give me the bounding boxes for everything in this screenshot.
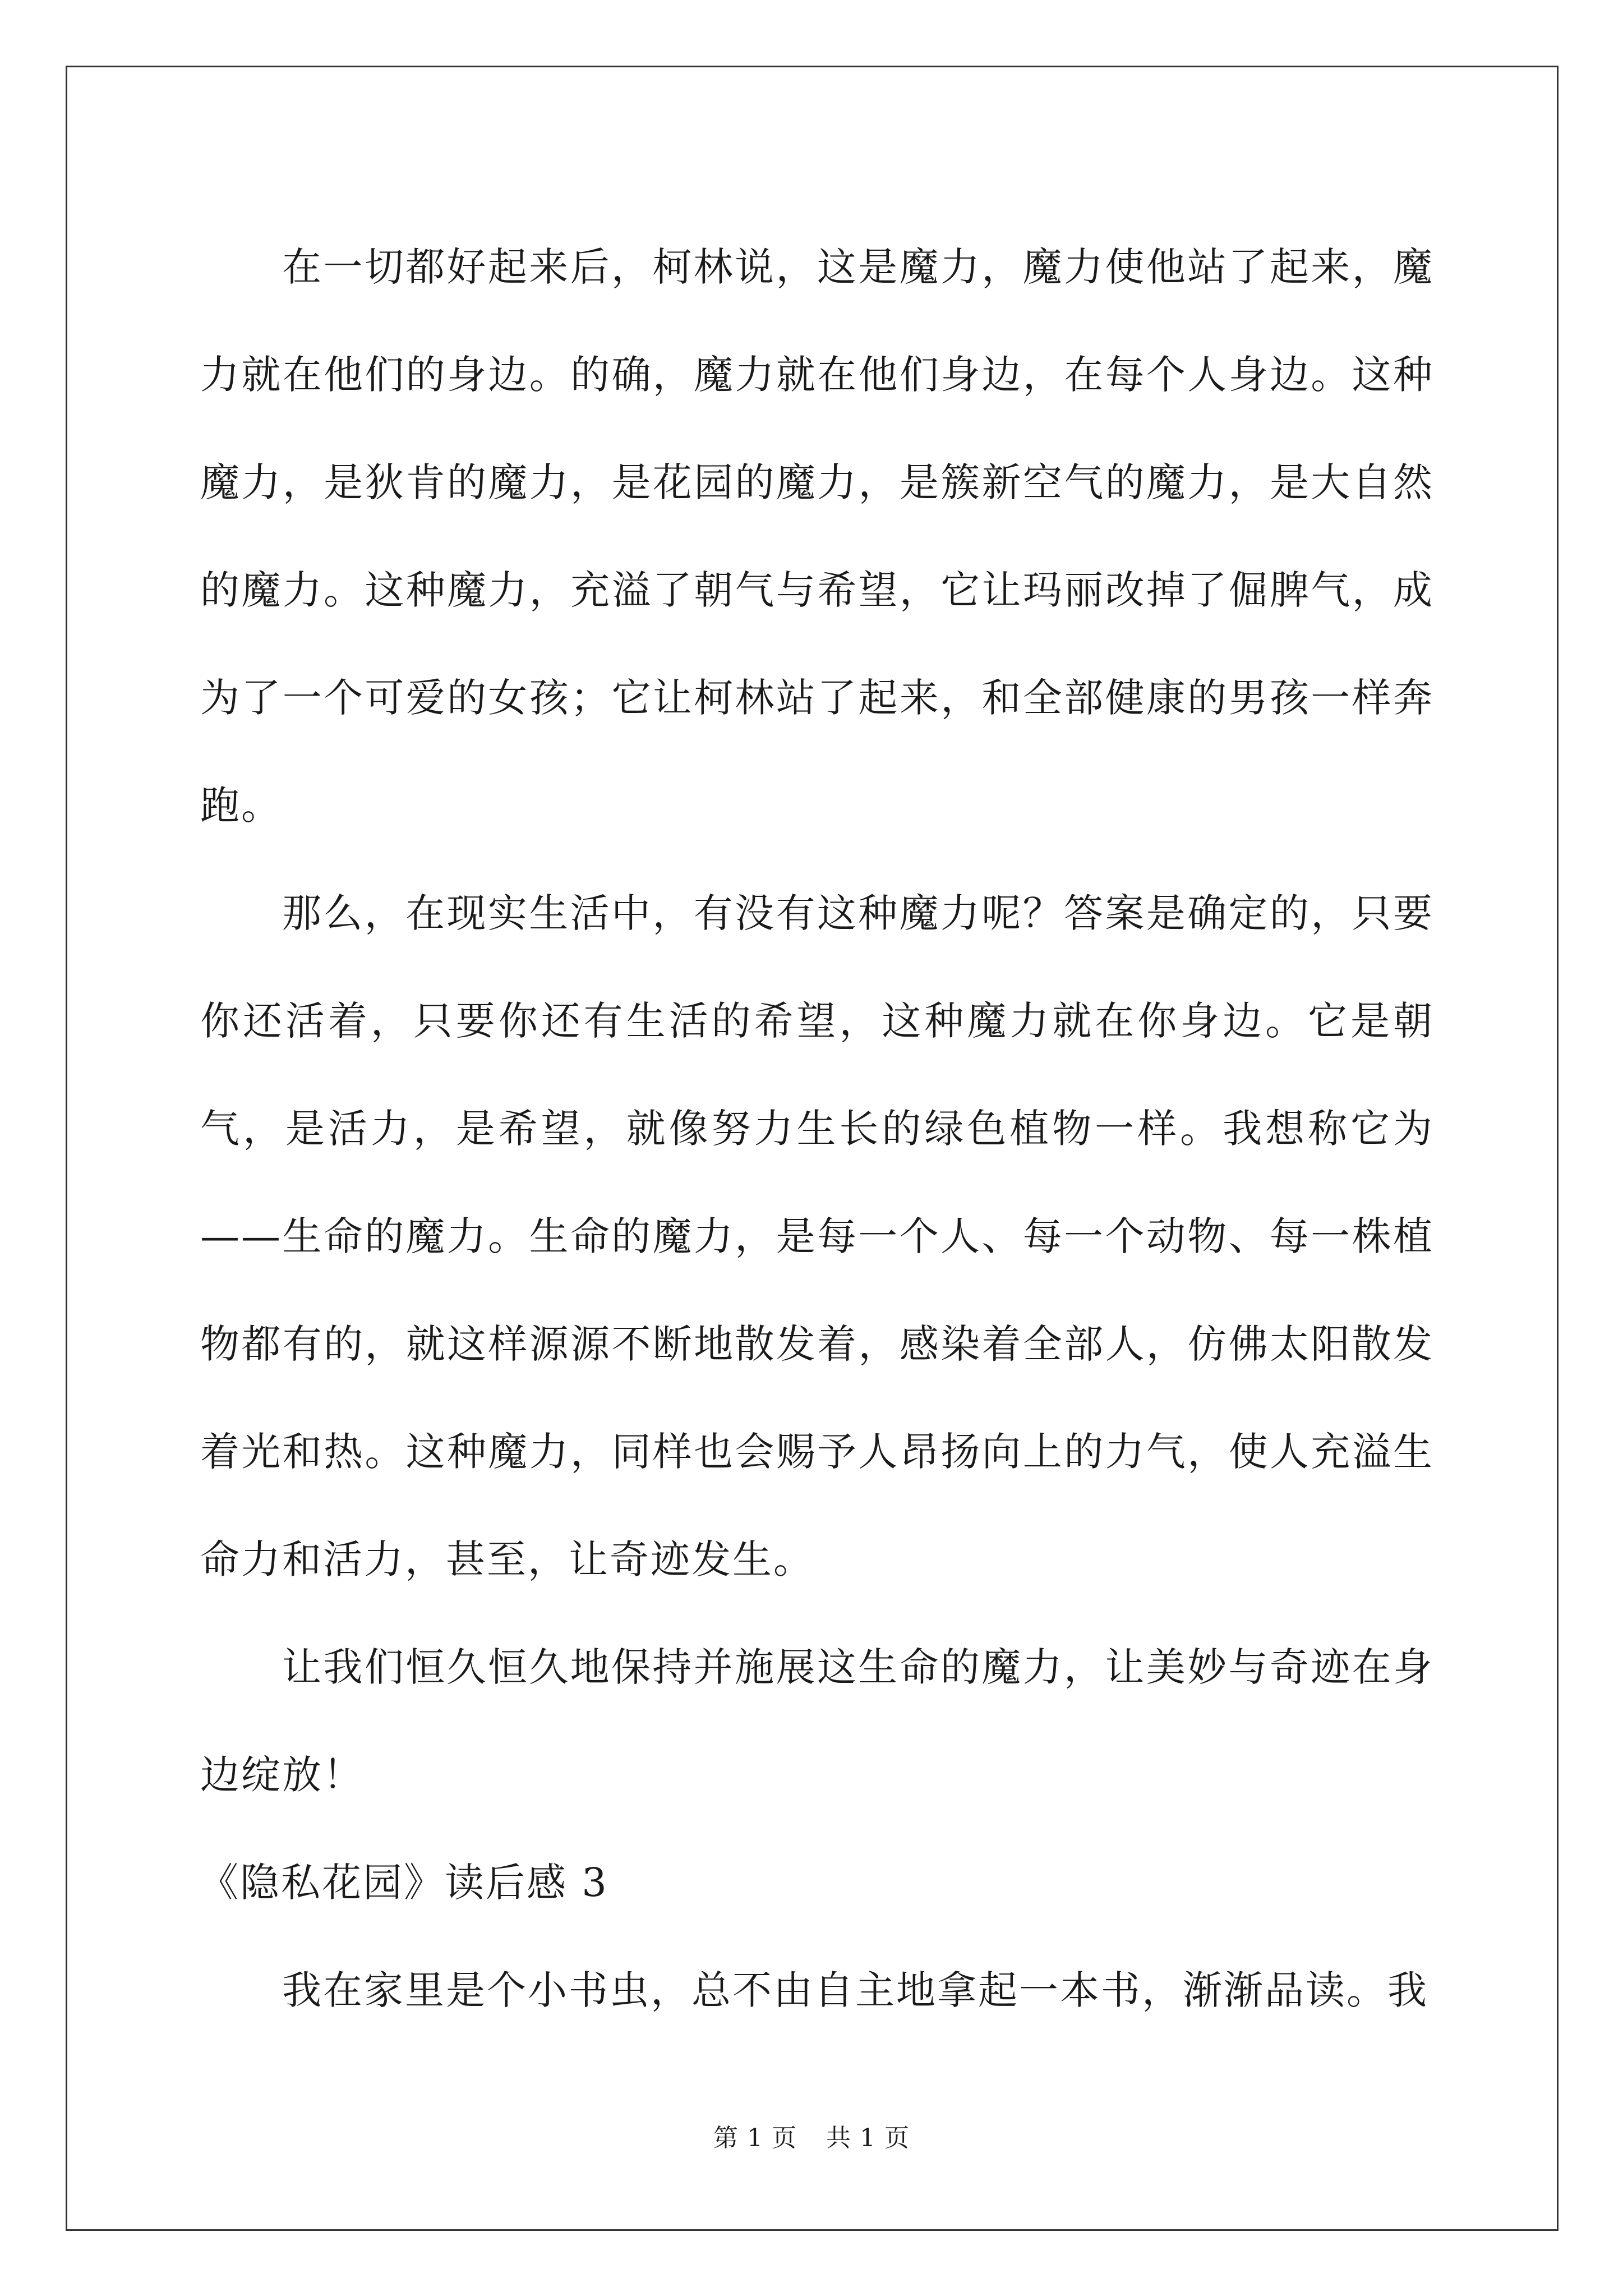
paragraph-1: 在一切都好起来后，柯林说，这是魔力，魔力使他站了起来，魔力就在他们的身边。的确，魔力就在他们身边，在每个人身边。这种魔力，是狄肯的魔力，是花园的魔力，是簇新空气的魔力，是大自然的魔力。这种魔力，充溢了朝气与希望，它让玛丽改掉了倔脾气，成为了一个可爱的女孩；它让柯林站了起来，和全部健康的男孩一样奔跑。 (200, 244, 1434, 829)
paragraph-3: 让我们恒久恒久地保持并施展这生命的魔力，让美妙与奇迹在身边绽放！ (200, 1644, 1434, 1798)
document-body (200, 213, 1434, 2044)
paragraph-4: 我在家里是个小书虫，总不由自主地拿起一本书，渐渐品读。我 (282, 1967, 1428, 2013)
paragraph-2: 那么，在现实生活中，有没有这种魔力呢？答案是确定的，只要你还活着，只要你还有生活的希望，这种魔力就在你身边。它是朝气，是活力，是希望，就像努力生长的绿色植物一样。我想称它为 ——生命的魔力。生命的魔力，是每一个人、每一个动物、每一株植物都有的，就这样源源不断地散发着，感染着全部人，仿佛太阳散发着光和热。这种魔力，同样也会赐予人昂扬向上的力气，使人充溢生命力和活力，甚至，让奇迹发生。 (200, 890, 1434, 1582)
page-footer (0, 2118, 1623, 2154)
page-total: 共 1 页 (826, 2124, 910, 2152)
section-heading: 《隐私花园》读后感 3 (199, 1860, 608, 1906)
page-number: 第 1 页 (713, 2124, 797, 2152)
